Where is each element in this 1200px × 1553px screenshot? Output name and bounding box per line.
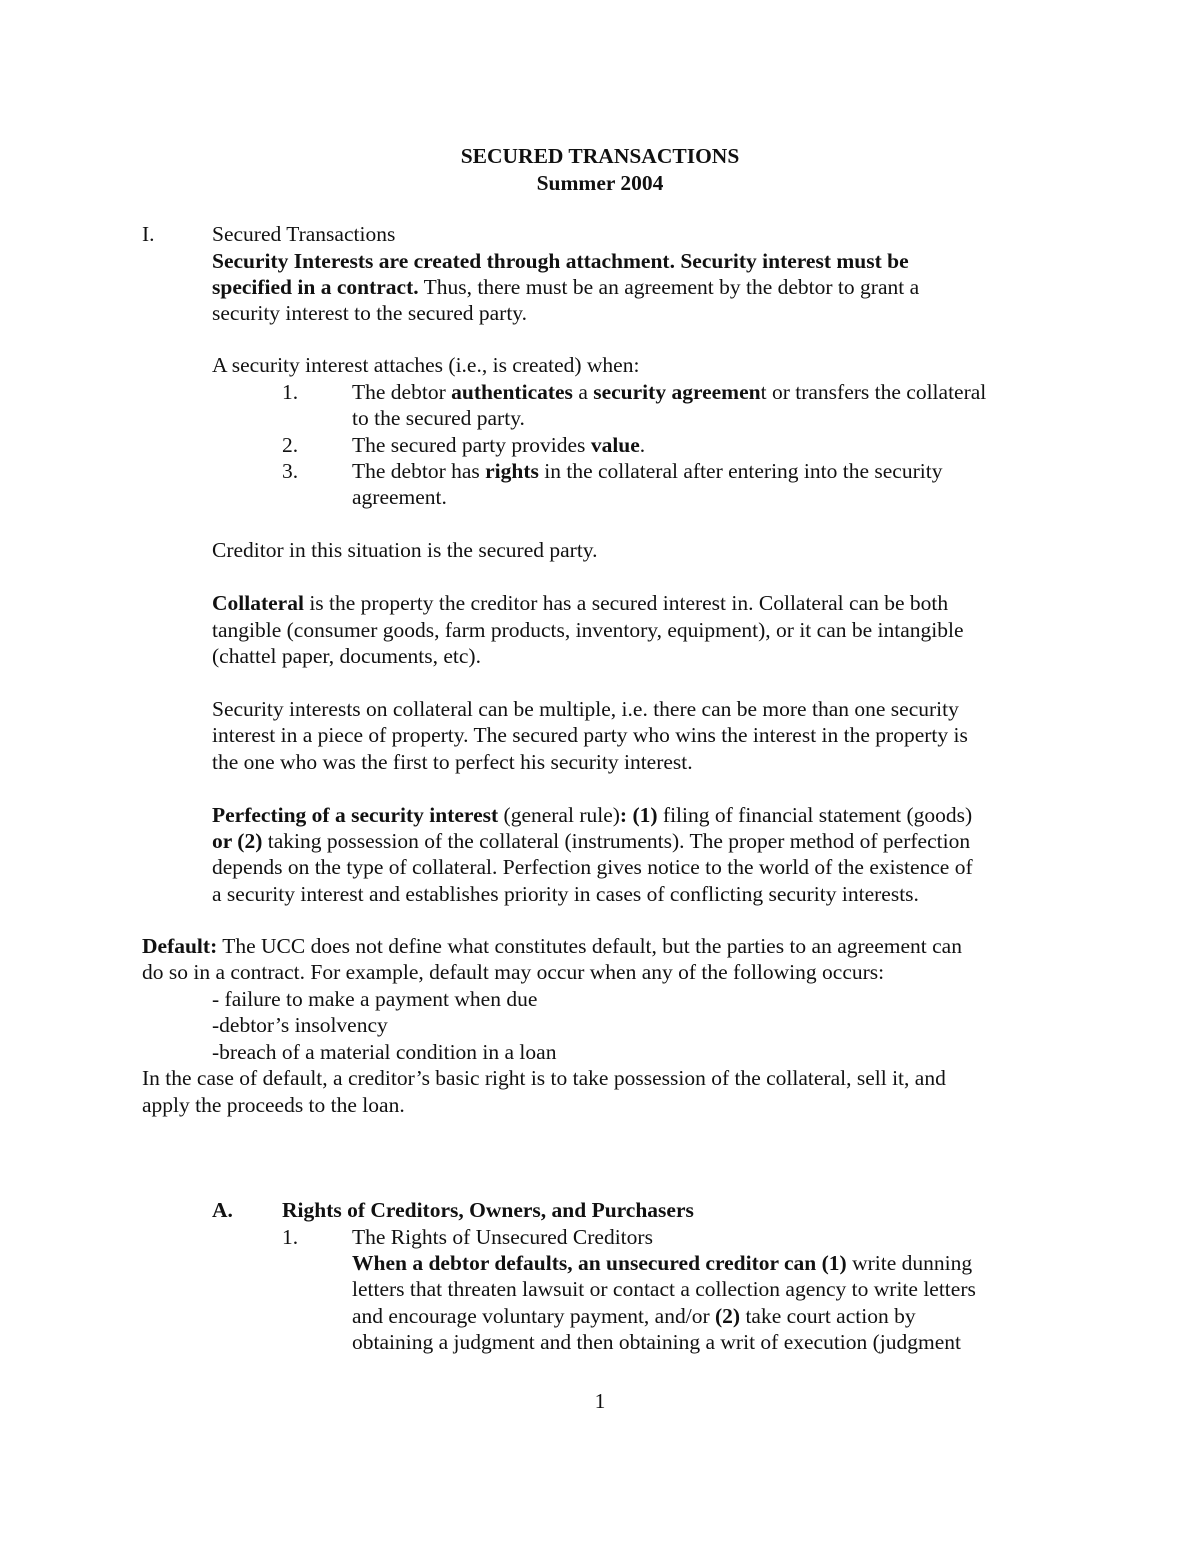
step-1-d: security agreemen (593, 380, 761, 404)
perfecting-line-1 (212, 802, 972, 828)
section-a-para-2: letters that threaten lawsuit or contact a collection agency to write letters (352, 1277, 976, 1301)
step-2-a: The secured party provides (352, 433, 591, 457)
document-subtitle: Summer 2004 (536, 171, 664, 195)
perfecting-n1: (1) (632, 803, 658, 827)
step-3-c: in the collateral after entering into the security (538, 459, 943, 483)
intro-line-3: security interest to the secured party. (212, 301, 528, 325)
section-i-heading: Secured Transactions (212, 222, 396, 246)
perfecting-line-4: a security interest and establishes priority in cases of conflicting security interests. (212, 882, 919, 906)
document-title: SECURED TRANSACTIONS (460, 144, 740, 168)
step-2-number: 2. (282, 433, 299, 457)
step-1-continued: to the secured party. (352, 406, 525, 430)
page-number: 1 (594, 1389, 606, 1413)
perfecting-term: Perfecting of a security interest (212, 803, 499, 827)
step-3-number: 3. (282, 459, 299, 483)
step-2-b: value (590, 433, 640, 457)
section-i-numeral: I. (142, 222, 155, 246)
step-3-text (352, 458, 942, 484)
perfecting-rest-2: taking possession of the collateral (instruments). The proper method of perfection (262, 829, 971, 853)
default-term: Default: (142, 934, 218, 958)
unsecured-n1: (1) (821, 1251, 847, 1275)
default-after-1: In the case of default, a creditor’s basic right is to take possession of the collateral, sell it, and (142, 1066, 946, 1090)
unsecured-bold: When a debtor defaults, an unsecured creditor can (352, 1251, 822, 1275)
unsecured-p3-a: and encourage voluntary payment, and/or (352, 1304, 715, 1328)
multiple-line-2: interest in a piece of property. The secured party who wins the interest in the property is (212, 723, 968, 747)
step-3-a: The debtor has (352, 459, 486, 483)
step-2-text (352, 432, 645, 458)
collateral-line-2: tangible (consumer goods, farm products, inventory, equipment), or it can be intangible (212, 618, 964, 642)
section-a-item-heading: The Rights of Unsecured Creditors (352, 1225, 653, 1249)
perfecting-n2: (2) (237, 829, 263, 853)
default-line-1 (142, 933, 962, 959)
perfecting-colon: : (619, 803, 633, 827)
step-3-b: rights (485, 459, 539, 483)
intro-line-2 (212, 274, 919, 300)
step-1-a: The debtor (352, 380, 452, 404)
unsecured-rest: write dunning (846, 1251, 973, 1275)
step-1-text (352, 379, 986, 405)
section-a-item-number: 1. (282, 1225, 299, 1249)
step-1-number: 1. (282, 380, 299, 404)
intro-rest: Thus, there must be an agreement by the debtor to grant a (418, 275, 920, 299)
multiple-line-3: the one who was the first to perfect his security interest. (212, 750, 693, 774)
section-a-para-3 (352, 1303, 916, 1329)
step-1-e: t or transfers the collateral (760, 380, 987, 404)
step-1-c: a (572, 380, 594, 404)
perfecting-or: or (212, 829, 238, 853)
section-a-letter: A. (212, 1198, 233, 1222)
default-rest: The UCC does not define what constitutes default, but the parties to an agreement can (217, 934, 962, 958)
step-3-continued: agreement. (352, 485, 447, 509)
section-a-para-1 (352, 1250, 972, 1276)
section-a-para-4: obtaining a judgment and then obtaining a writ of execution (judgment (352, 1330, 962, 1354)
default-item-2: -debtor’s insolvency (212, 1013, 388, 1037)
default-item-3: -breach of a material condition in a loan (212, 1040, 557, 1064)
perfecting-line-3: depends on the type of collateral. Perfection gives notice to the world of the existence of (212, 855, 973, 879)
intro-bold: specified in a contract. (212, 275, 419, 299)
default-line-2: do so in a contract. For example, default may occur when any of the following occurs: (142, 960, 885, 984)
intro-line-1: Security Interests are created through attachment. Security interest must be (212, 249, 909, 273)
perfecting-rest-1: filing of financial statement (goods) (657, 803, 973, 827)
collateral-rest: is the property the creditor has a secured interest in. Collateral can be both (303, 591, 949, 615)
default-item-1: - failure to make a payment when due (212, 987, 538, 1011)
unsecured-n2: (2) (714, 1304, 741, 1328)
collateral-line-1 (212, 590, 948, 616)
collateral-term: Collateral (212, 591, 304, 615)
collateral-line-3: (chattel paper, documents, etc). (212, 644, 481, 668)
step-2-c: . (639, 433, 646, 457)
step-1-b: authenticates (451, 380, 573, 404)
section-a-heading: Rights of Creditors, Owners, and Purchasers (282, 1198, 694, 1222)
perfecting-line-2 (212, 828, 970, 854)
attaches-lead: A security interest attaches (i.e., is created) when: (212, 353, 640, 377)
perfecting-general-rule: (general rule) (498, 803, 620, 827)
unsecured-p3-rest: take court action by (740, 1304, 916, 1328)
multiple-line-1: Security interests on collateral can be multiple, i.e. there can be more than one security (212, 697, 959, 721)
default-after-2: apply the proceeds to the loan. (142, 1093, 405, 1117)
creditor-line: Creditor in this situation is the secured party. (212, 538, 598, 562)
